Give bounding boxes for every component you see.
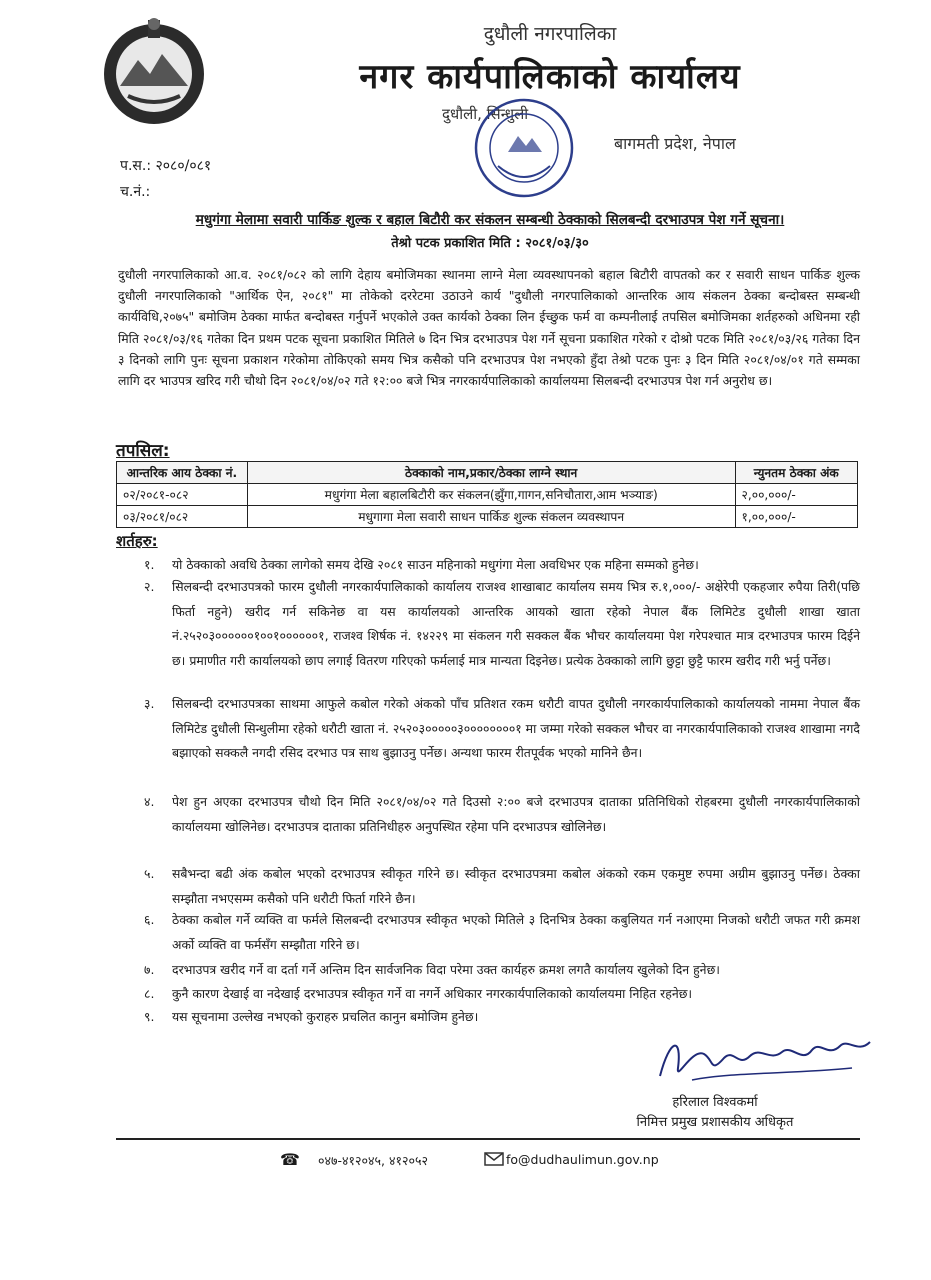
municipality-name: दुधौली नगरपालिका [483, 23, 617, 45]
published-date: तेश्रो पटक प्रकाशित मिति : २०८१/०३/३० [391, 236, 589, 251]
tender-amount: २,००,०००/- [735, 484, 857, 506]
condition-number: ६. [144, 912, 155, 927]
condition-number: ९. [144, 1009, 155, 1024]
notice-title: मधुगंगा मेलामा सवारी पार्किङ शुल्क र बहाल बिटौरी कर संकलन सम्बन्धी ठेक्काको सिलबन्दी दरभाउपत्र पेश गर्ने सूचना। [195, 212, 785, 228]
signatory-name: हरिलाल विश्वकर्मा [672, 1095, 758, 1110]
table-header-row [117, 462, 858, 484]
condition-number: ५. [144, 866, 155, 881]
tender-amount: १,००,०००/- [735, 506, 857, 528]
tender-name: मधुगागा मेला सवारी साधन पार्किङ शुल्क संकलन व्यवस्थापन [247, 506, 735, 528]
mail-icon [484, 1152, 504, 1166]
office-name: नगर कार्यपालिकाको कार्यालय [359, 57, 741, 97]
handwritten-signature-icon [652, 1028, 877, 1090]
nepal-emblem-icon [98, 16, 210, 128]
condition-text: कुनै कारण देखाई वा नदेखाई दरभाउपत्र स्वीकृत गर्ने वा नगर्ने अधिकार नगरकार्यपालिकाको कार्यालयमा निहित रहनेछ। [172, 986, 693, 1001]
office-stamp-icon [468, 92, 580, 204]
condition-text: ठेक्का कबोल गर्ने व्यक्ति वा फर्मले सिलबन्दी दरभाउपत्र स्वीकृत भएको मितिले ३ दिनभित्र ठेक्का कबुलियत गर्न नआएमा निजको धरौटी जफत गरी क्रमश अर्को व्यक्ति वा फर्मसँग सम्झौता गरिने छ। [172, 912, 860, 952]
table-header-cell: ठेक्काको नाम,प्रकार/ठेक्का लाग्ने स्थान [247, 462, 735, 484]
office-address: दुधौली, सिन्धुली [442, 105, 529, 123]
condition-item [144, 553, 860, 578]
condition-number: २. [144, 579, 155, 594]
condition-number: ३. [144, 696, 155, 711]
province: बागमती प्रदेश, नेपाल [614, 134, 736, 153]
condition-text: दरभाउपत्र खरीद गर्ने वा दर्ता गर्ने अन्तिम दिन सार्वजनिक विदा परेमा उक्त कार्यहरु क्रमश लगतै कार्यालय खुलेको दिन हुनेछ। [172, 962, 720, 977]
condition-number: ८. [144, 986, 155, 1001]
condition-item [144, 575, 860, 673]
details-heading: तपसिल: [116, 441, 170, 461]
tender-table [116, 461, 858, 528]
condition-text: सिलबन्दी दरभाउपत्रको फारम दुधौली नगरकार्यपालिकाको कार्यालय राजश्व शाखाबाट कार्यालय समय भित्र रु.१,०००/- अक्षेरेपी एकहजार रुपैया तिरी(पछि फिर्ता नहुने) खरीद गर्न सकिनेछ वा यस कार्यालयको आन्तरिक आयको खाता रहेको नेपाल बैंक लिमिटेड दुधौली शाखा खाता नं.२५२०३००००००१००१००००००१, राजश्व शिर्षक नं. १४२२९ मा संकलन गरी सक्कल बैंक भौचर कार्यालयमा पेश गरेपश्चात मात्र दरभाउपत्र फारम दिईने छ। प्रमाणीत गरी कार्यालयको छाप लगाई वितरण गरिएको फर्मलाई मात्र मान्यता दिइनेछ। प्रत्येक ठेक्काको लागि छुट्टा छुट्टै फारम खरीद गरी भर्नु पर्नेछ। [172, 579, 860, 668]
condition-text: यस सूचनामा उल्लेख नभएको कुराहरु प्रचलित कानुन बमोजिम हुनेछ। [172, 1009, 479, 1024]
tender-name: मधुगंगा मेला बहालबिटौरी कर संकलन(झुँगा,गागन,सनिचौतारा,आम भञ्याङ) [247, 484, 735, 506]
condition-item [144, 908, 860, 957]
tender-number: ०३/२०८१/०८२ [117, 506, 248, 528]
tender-number: ०२/२०८१-०८२ [117, 484, 248, 506]
condition-text: सबैभन्दा बढी अंक कबोल भएको दरभाउपत्र स्वीकृत गरिने छ। स्वीकृत दरभाउपत्रमा कबोल अंकको रकम एकमुष्ट रुपमा अग्रीम बुझाउनु पर्नेछ। ठेक्का सम्झौता नभएसम्म कसैको पनि धरौटी फिर्ता गरिने छैन। [172, 866, 860, 906]
condition-item [144, 1005, 860, 1030]
notice-body: दुधौली नगरपालिकाको आ.व. २०८१/०८२ को लागि देहाय बमोजिमका स्थानमा लाग्ने मेला व्यवस्थापनको बहाल बिटौरी वापतको कर र सवारी साधन पार्किङ शुल्क दुधौली नगरपालिकाको "आर्थिक ऐन, २०८१" मा तोकेको दररेटमा उठाउने कार्य "दुधौली नगरपालिकाको आन्तरिक आय संकलन ठेक्का बन्दोबस्त सम्बन्धी कार्यविधि,२०७५" बमोजिम ठेक्का मार्फत बन्दोबस्त गर्नुपर्ने भएकोले उक्त कार्यको ठेक्का लिन ईच्छुक फर्म वा कम्पनीलाई तपसिल बमोजिमका शर्तहरुको अधिनमा रही मिति २०८१/०३/१६ गतेका दिन प्रथम पटक सूचना प्रकाशित मितिले ७ दिन भित्र दरभाउपत्र पेश गर्ने सूचना प्रकाशित गरेको र दोश्रो पटक मिति २०८१/०३/२६ गतेका दिन ३ दिनको लागि पुनः सूचना प्रकाशन गरेकोमा तोकिएको समय भित्र कसैको पनि दरभाउपत्र पेश नभएको हुँदा तेश्रो पटक पुनः ३ दिन मिति २०८१/०४/०१ गते सम्मका लागि दर भाउपत्र खरिद गरी चौथो दिन २०८१/०४/०२ गते १२:०० बजे भित्र नगरकार्यपालिकाको कार्यालयमा सिलबन्दी दरभाउपत्र पेश गर्न अनुरोध छ। [118, 267, 860, 389]
footer-divider [116, 1138, 860, 1140]
phone-number: ०४७-४१२०४५, ४१२०५२ [318, 1153, 428, 1168]
footer-contact [280, 1150, 720, 1170]
conditions-heading: शर्तहरु: [116, 532, 158, 550]
table-header-cell: आन्तरिक आय ठेक्का नं. [117, 462, 248, 484]
condition-item [144, 958, 860, 983]
condition-number: ४. [144, 794, 155, 809]
phone-icon: ☎ [280, 1150, 300, 1169]
table-row [117, 484, 858, 506]
condition-item [144, 862, 860, 911]
condition-item [144, 982, 860, 1007]
condition-number: ७. [144, 962, 155, 977]
dispatch-number: च.नं.: [120, 184, 151, 200]
condition-text: यो ठेक्काको अवधि ठेक्का लागेको समय देखि २०८१ साउन महिनाको मधुगंगा मेला अवधिभर एक महिना सम्मको हुनेछ। [172, 557, 699, 572]
reference-number: प.स.: २०८०/०८१ [120, 158, 212, 174]
table-header-cell: न्युनतम ठेक्का अंक [735, 462, 857, 484]
condition-text: सिलबन्दी दरभाउपत्रका साथमा आफुले कबोल गरेको अंकको पाँच प्रतिशत रकम धरौटी वापत दुधौली नगरकार्यपालिकाको कार्यालयको नाममा नेपाल बैंक लिमिटेड दुधौली सिन्धुलीमा रहेको धरौटी खाता नं. २५२०३०००००३००००००००१ मा जम्मा गरेको सक्कल भौचर वा नगरकार्यपालिकाको राजश्व शाखामा नगदै बझाएको सक्कलै नगदी रसिद दरभाउ पत्र साथ बुझाउनु पर्नेछ। अन्यथा फारम रीतपूर्वक भएको मानिने छैन। [172, 696, 860, 760]
condition-item [144, 790, 860, 839]
condition-text: पेश हुन अएका दरभाउपत्र चौथो दिन मिति २०८१/०४/०२ गते दिउसो २:०० बजे दरभाउपत्र दाताका प्रतिनिधिको रोहबरमा दुधौली नगरकार्यपालिकाको कार्यालयमा खोलिनेछ। दरभाउपत्र दाताका प्रतिनिधीहरु अनुपस्थित रहेमा पनि दरभाउपत्र खोलिनेछ। [172, 794, 860, 834]
table-row [117, 506, 858, 528]
email-address: fo@dudhaulimun.gov.np [506, 1152, 659, 1167]
condition-item [144, 692, 860, 766]
signatory-title: निमित्त प्रमुख प्रशासकीय अधिकृत [636, 1115, 794, 1130]
condition-number: १. [144, 557, 155, 572]
